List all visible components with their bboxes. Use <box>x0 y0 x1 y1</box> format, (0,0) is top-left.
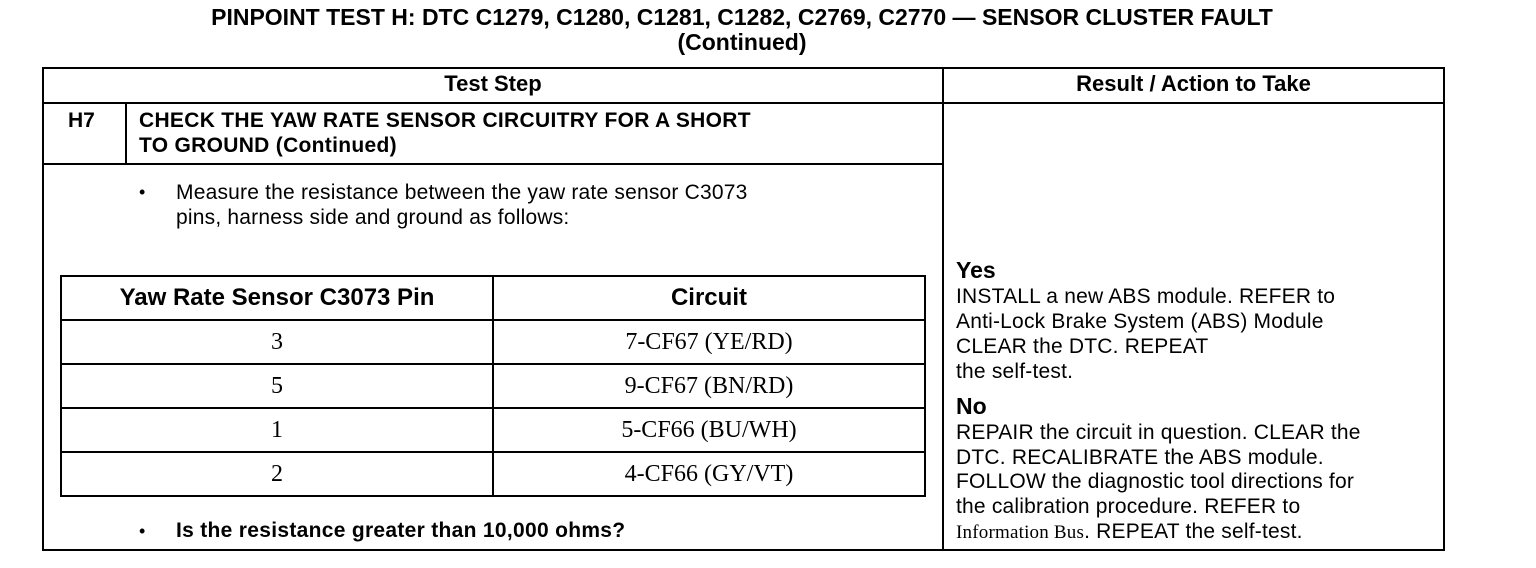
step-title-line1: CHECK THE YAW RATE SENSOR CIRCUITRY FOR A SHORT <box>139 109 751 132</box>
circuit-cell: 9-CF67 (BN/RD) <box>493 364 925 408</box>
bullet-icon: • <box>139 521 146 541</box>
circuit-column-header: Circuit <box>493 276 925 320</box>
no-line-4: the calibration procedure. REFER to <box>956 495 1301 518</box>
yes-label: Yes <box>956 257 996 283</box>
step-id: H7 <box>68 109 95 132</box>
question-text: Is the resistance greater than 10,000 ohms? <box>176 519 626 542</box>
circuit-cell: 7-CF67 (YE/RD) <box>493 320 925 364</box>
pin-table-header-row <box>61 276 925 320</box>
no-line-1: REPAIR the circuit in question. CLEAR the <box>956 421 1361 444</box>
pin-cell: 3 <box>61 320 493 364</box>
circuit-cell: 4-CF66 (GY/VT) <box>493 452 925 496</box>
table-row <box>61 364 925 408</box>
yes-line-1: INSTALL a new ABS module. REFER to <box>956 285 1336 308</box>
no-line-5 <box>956 519 1303 545</box>
table-row <box>61 320 925 364</box>
page-title: PINPOINT TEST H: DTC C1279, C1280, C1281, C1282, C2769, C2770 — SENSOR CLUSTER FAULT <box>211 4 1273 30</box>
result-header: Result / Action to Take <box>1076 71 1311 96</box>
pin-cell: 2 <box>61 452 493 496</box>
pin-cell: 1 <box>61 408 493 452</box>
test-step-header: Test Step <box>444 71 542 96</box>
instruction-line1: Measure the resistance between the yaw rate sensor C3073 <box>176 181 748 204</box>
yes-line-4: the self-test. <box>956 360 1074 383</box>
instruction-line2: pins, harness side and ground as follows: <box>176 206 570 229</box>
yes-line-2: Anti-Lock Brake System (ABS) Module <box>956 310 1324 333</box>
yes-line-3: CLEAR the DTC. REPEAT <box>956 335 1209 358</box>
no-line-3: FOLLOW the diagnostic tool directions for <box>956 470 1355 493</box>
no-label: No <box>956 393 987 419</box>
information-bus-reference: Information Bus <box>956 522 1085 543</box>
page-subtitle: (Continued) <box>677 29 807 55</box>
pin-column-header: Yaw Rate Sensor C3073 Pin <box>61 276 493 320</box>
pin-cell: 5 <box>61 364 493 408</box>
bullet-icon: • <box>139 182 146 202</box>
pin-table <box>60 275 926 497</box>
step-title-line2: TO GROUND (Continued) <box>139 134 397 157</box>
table-row <box>61 452 925 496</box>
table-row <box>61 408 925 452</box>
no-line-5-rest: . REPEAT the self-test. <box>1084 520 1303 543</box>
no-line-2: DTC. RECALIBRATE the ABS module. <box>956 446 1324 469</box>
circuit-cell: 5-CF66 (BU/WH) <box>493 408 925 452</box>
